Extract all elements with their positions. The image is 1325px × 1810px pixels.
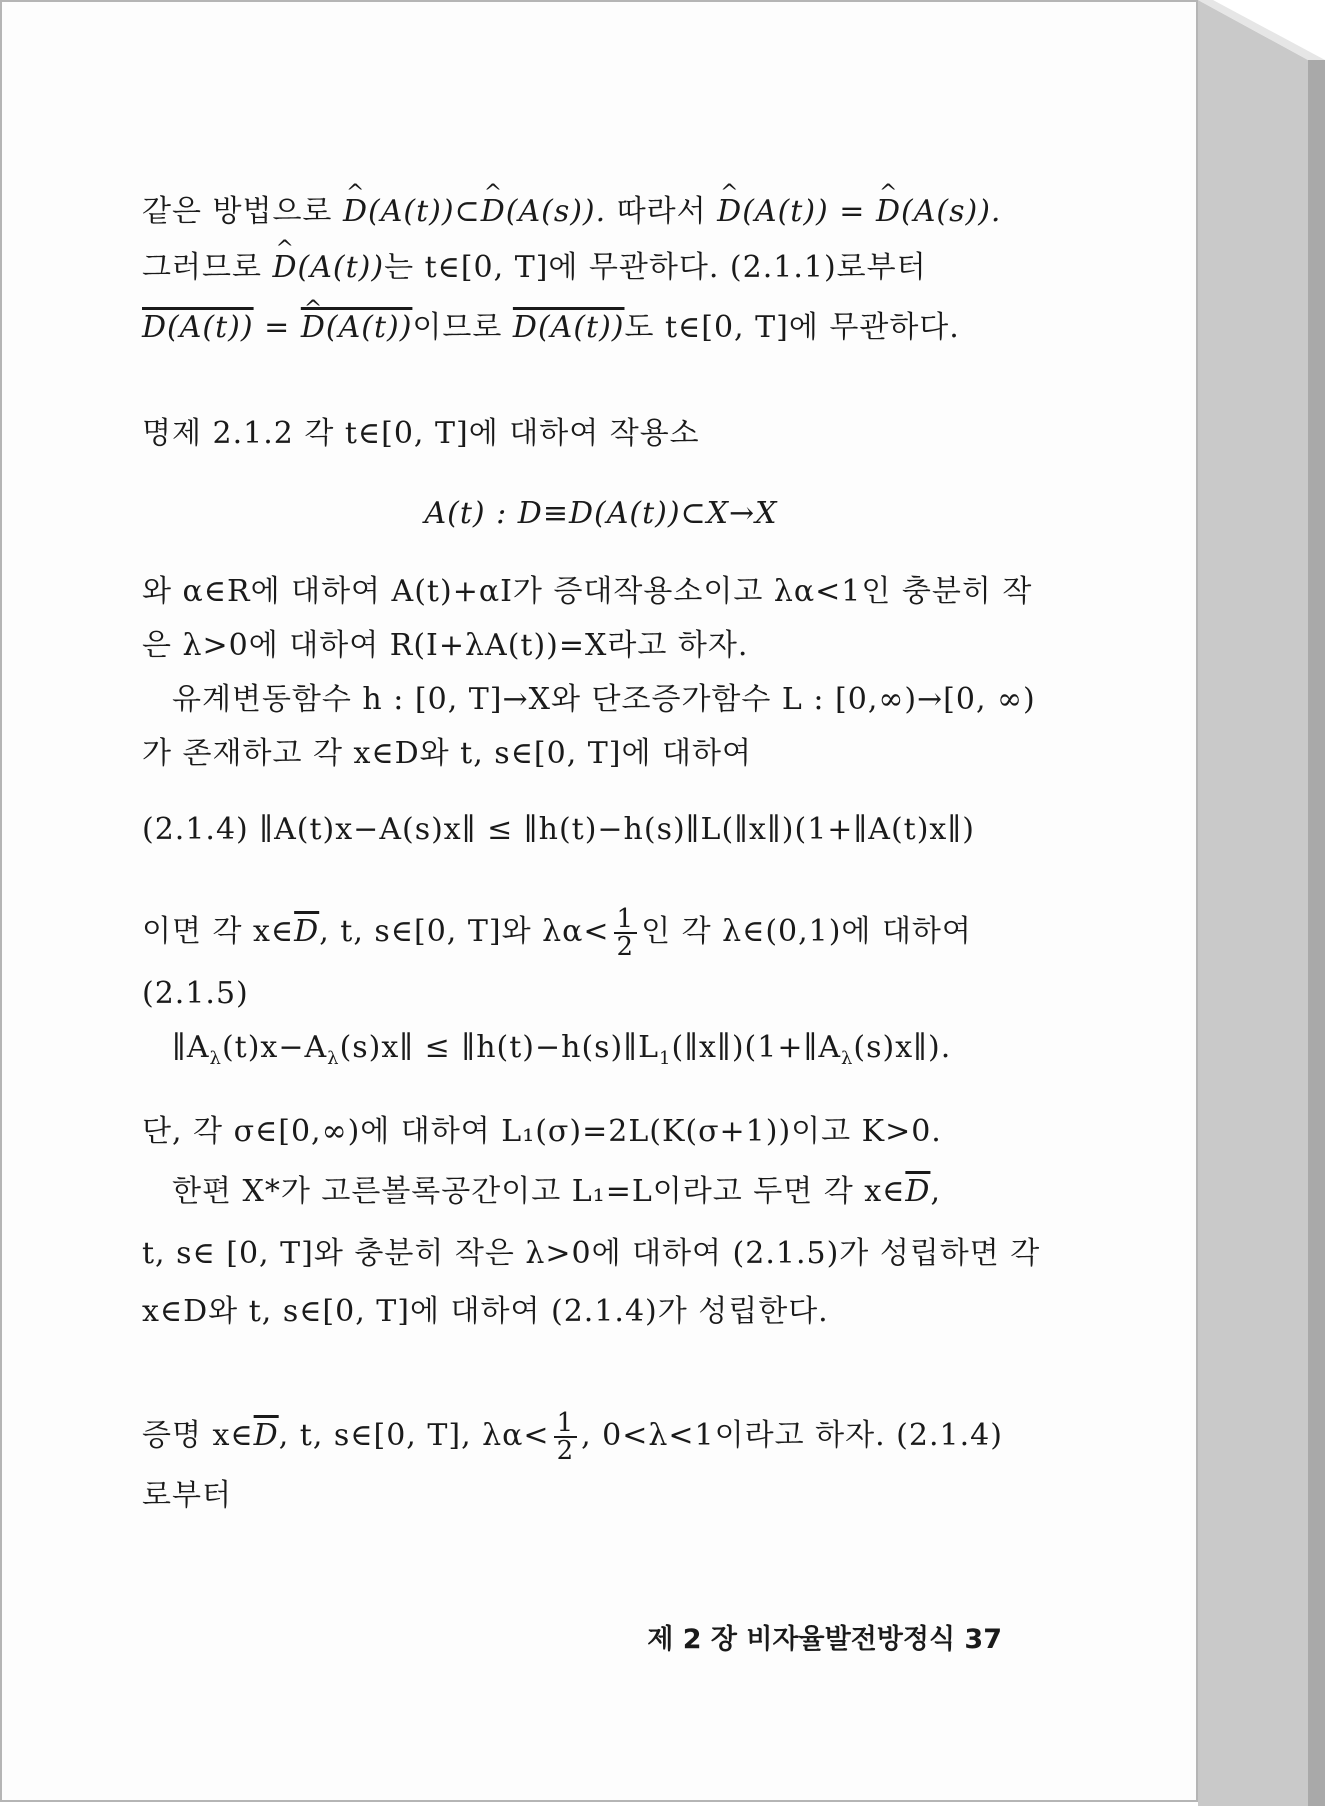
math: $\overline{D}$ [253,1418,279,1453]
denominator: 2 [556,1436,575,1466]
text: 이면 각 x∈ [142,914,295,949]
text: 한편 X*가 고른볼록공간이고 L₁=L이라고 두면 각 x∈ [172,1174,906,1209]
fraction-one-half [554,1410,578,1464]
text: 인 각 λ∈(0,1)에 대하여 [641,914,972,949]
equation-2-1-5: $\parallel A_\lambda(t)x-A_\lambda(s)x\parallel$ ≤ $\parallel h(t)-h(s)\parallel L_1(\parallel x\parallel)(1+\parallel A_\lambda(s)x\parallel)$. [172,1030,952,1069]
text: , t, s∈[0, T], λα< [278,1418,550,1453]
text: 이므로 [412,310,513,345]
text: 같은 방법으로 [142,194,343,229]
math: ^ D(A(s)). [481,194,606,229]
proof-line2: 로부터 [142,1478,232,1513]
equation-2-1-5-label: (2.1.5) [142,976,249,1011]
math: $\overline{D}$ [905,1174,931,1209]
prop-line6 [142,906,972,960]
math: ^ D(A(t)) [301,310,413,345]
numerator: 1 [614,906,638,934]
prop-line5: 가 존재하고 각 x∈D와 t, s∈[0, T]에 대하여 [142,736,752,771]
text: 도 t∈[0, T]에 무관하다. [624,310,960,345]
equation-2-1-4: (2.1.4) ∥A(t)x−A(s)x∥ ≤ ∥h(t)−h(s)∥L(∥x∥)(1+∥A(t)x∥) [142,812,975,847]
prop-line10: x∈D와 t, s∈[0, T]에 대하여 (2.1.4)가 성립한다. [142,1294,829,1329]
numerator: 1 [554,1410,578,1438]
text: 증명 x∈ [142,1418,254,1453]
operator-equation: A(t) : D≡D(A(t))⊂X→X [424,496,778,531]
book-spine-edge [1198,0,1325,1806]
prop-line2: 와 α∈R에 대하여 A(t)+αI가 증대작용소이고 λα<1인 충분히 작 [142,574,1033,609]
math: ^ D(A(t)) [272,250,384,285]
math: D(A(t)) [512,310,625,345]
prop-line7: 단, 각 σ∈[0,∞)에 대하여 L₁(σ)=2L(K(σ+1))이고 K>0. [142,1114,942,1149]
fraction-one-half [614,906,638,960]
proposition-heading: 명제 2.1.2 각 t∈[0, T]에 대하여 작용소 [142,416,700,451]
prop-line8 [172,1172,941,1212]
prop-line4: 유계변동함수 h : [0, T]→X와 단조증가함수 L : [0,∞)→[0, ∞) [172,682,1036,717]
text: = [253,310,301,345]
text: , t, s∈[0, T]와 λα< [319,914,610,949]
para1-line1 [142,192,1001,232]
page-footer: 제 2 장 비자율발전방정식 37 [647,1624,1002,1655]
proof-line1 [142,1410,1003,1464]
text: 따라서 [606,194,718,229]
text: , 0<λ<1이라고 하자. (2.1.4) [581,1418,1003,1453]
para1-line3 [142,308,960,348]
text: 는 t∈[0, T]에 무관하다. (2.1.1)로부터 [384,250,927,285]
math: ^ D(A(t))⊂ [343,194,481,229]
para1-line2 [142,248,927,288]
prop-line9: t, s∈ [0, T]와 충분히 작은 λ>0에 대하여 (2.1.5)가 성립하면 각 [142,1236,1041,1271]
text: , [930,1174,941,1209]
spine-shape [1198,0,1325,1806]
denominator: 2 [616,932,635,962]
prop-line3: 은 λ>0에 대하여 R(I+λA(t))=X라고 하자. [142,628,749,663]
math: $\overline{D}$ [294,914,320,949]
math: D(A(t)) [142,310,254,345]
math: ^ D(A(t)) = [717,194,876,229]
math: ^ D(A(s)). [876,194,1001,229]
text: 그러므로 [142,250,273,285]
